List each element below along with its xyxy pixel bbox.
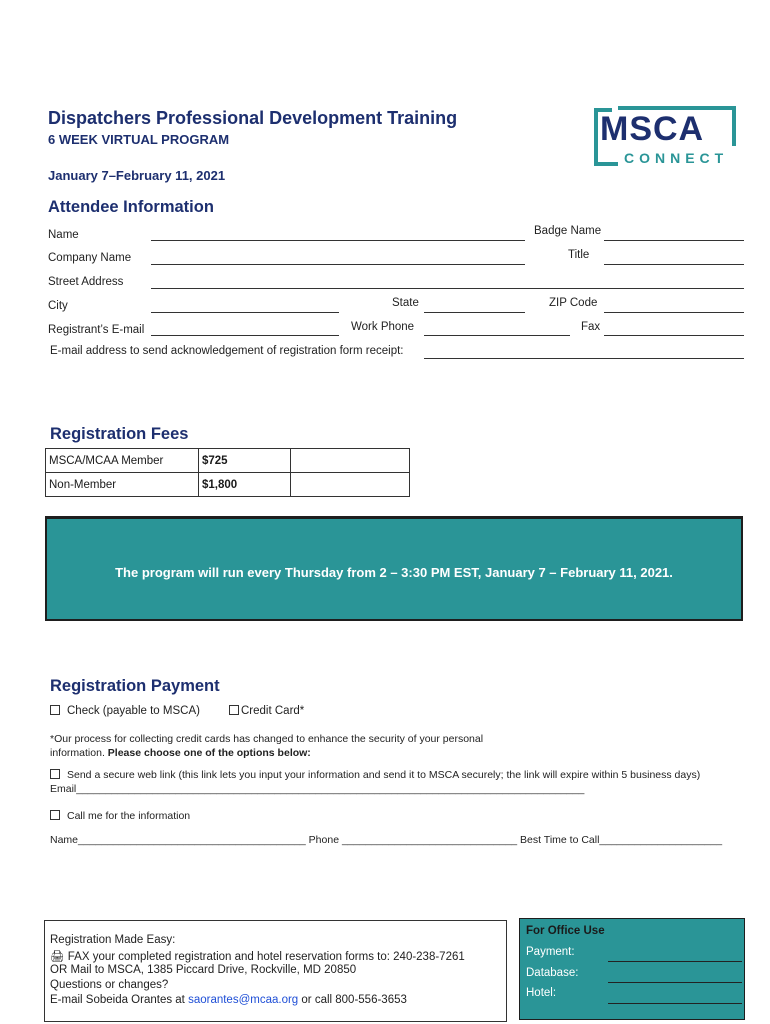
name-label: Name — [48, 229, 79, 241]
card-note-line2 — [50, 747, 311, 759]
zip-field[interactable] — [604, 312, 744, 313]
office-database-field[interactable] — [608, 982, 742, 983]
logo-bottom-text: CONNECT — [624, 150, 729, 166]
easy-line1: Registration Made Easy: — [50, 934, 176, 946]
registration-easy-box — [44, 920, 507, 1022]
fax-label: Fax — [581, 321, 601, 333]
work-phone-field[interactable] — [424, 335, 570, 336]
badge-name-field[interactable] — [604, 240, 744, 241]
credit-card-option[interactable] — [229, 705, 304, 717]
badge-name-label: Badge Name — [534, 225, 602, 237]
fee-select-cell[interactable] — [291, 473, 410, 497]
office-payment-label: Payment: — [526, 946, 575, 958]
attendee-heading: Attendee Information — [48, 198, 214, 216]
office-payment-field[interactable] — [608, 961, 742, 962]
check-option[interactable] — [50, 705, 200, 717]
fees-heading: Registration Fees — [50, 425, 189, 443]
office-use-box — [519, 918, 745, 1020]
page-title: Dispatchers Professional Development Training — [48, 108, 458, 128]
logo-top-text: MSCA — [600, 110, 705, 148]
call-me-label: Call me for the information — [67, 810, 191, 822]
email-label: Registrant’s E-mail — [48, 324, 145, 336]
name-field[interactable] — [151, 240, 525, 241]
office-hotel-label: Hotel: — [526, 987, 557, 999]
easy-line3: OR Mail to MSCA, 1385 Piccard Drive, Rockville, MD 20850 — [50, 964, 357, 976]
ack-email-label: E-mail address to send acknowledgement of registration form receipt: — [50, 345, 404, 357]
email-link[interactable]: saorantes@mcaa.org — [188, 994, 299, 1006]
call-details-line[interactable]: Name_______________________________________ Phone ______________________________ Best Time to Call_____________________ — [50, 834, 723, 846]
easy-line4: Questions or changes? — [50, 979, 169, 991]
fee-select-cell[interactable] — [291, 449, 410, 473]
secure-link-option[interactable] — [50, 769, 700, 781]
fee-label: MSCA/MCAA Member — [46, 449, 199, 473]
title-field[interactable] — [604, 264, 744, 265]
company-name-label: Company Name — [48, 252, 132, 264]
easy-line2: 🖨 FAX your completed registration and hotel reservation forms to: 240-238-7261 — [50, 951, 465, 963]
check-label: Check (payable to MSCA) — [67, 705, 200, 717]
note-bold: Please choose one of the options below: — [107, 747, 311, 759]
schedule-banner — [45, 516, 743, 621]
street-address-label: Street Address — [48, 276, 124, 288]
office-database-label: Database: — [526, 967, 579, 979]
fees-table — [45, 448, 410, 497]
city-label: City — [48, 300, 68, 312]
street-address-field[interactable] — [151, 288, 744, 289]
payment-heading: Registration Payment — [50, 677, 220, 695]
zip-label: ZIP Code — [549, 297, 598, 309]
call-me-option[interactable] — [50, 810, 190, 822]
fee-price: $725 — [199, 449, 291, 473]
program-dates: January 7–February 11, 2021 — [48, 168, 226, 183]
company-name-field[interactable] — [151, 264, 525, 265]
fax-field[interactable] — [604, 335, 744, 336]
email-field[interactable] — [151, 335, 339, 336]
msca-connect-logo — [592, 106, 742, 170]
program-subtitle: 6 WEEK VIRTUAL PROGRAM — [48, 132, 230, 147]
easy-line5-prefix: E-mail Sobeida Orantes at — [50, 994, 189, 1006]
table-row — [46, 449, 410, 473]
city-field[interactable] — [151, 312, 339, 313]
office-hotel-field[interactable] — [608, 1003, 742, 1004]
state-field[interactable] — [424, 312, 525, 313]
fee-price: $1,800 — [199, 473, 291, 497]
credit-label: Credit Card* — [241, 705, 305, 717]
note-plain: information. — [50, 747, 108, 759]
easy-line5-suffix: or call 800-556-3653 — [298, 994, 407, 1006]
checkbox-icon[interactable] — [229, 705, 239, 715]
fee-label: Non-Member — [46, 473, 199, 497]
checkbox-icon[interactable] — [50, 769, 60, 779]
checkbox-icon[interactable] — [50, 810, 60, 820]
card-note-line1: *Our process for collecting credit cards has changed to enhance the security of your personal — [50, 733, 484, 745]
checkbox-icon[interactable] — [50, 705, 60, 715]
schedule-text: The program will run every Thursday from 2 – 3:30 PM EST, January 7 – February 11, 2021. — [115, 565, 673, 580]
office-heading: For Office Use — [526, 925, 605, 937]
easy-line5 — [50, 994, 407, 1006]
title-label: Title — [568, 249, 590, 261]
state-label: State — [392, 297, 419, 309]
secure-link-email-field[interactable]: Email_______________________________________________________________________________________ — [50, 783, 585, 795]
work-phone-label: Work Phone — [351, 321, 415, 333]
ack-email-field[interactable] — [424, 358, 744, 359]
table-row — [46, 473, 410, 497]
secure-link-label: Send a secure web link (this link lets you input your information and send it to MSCA securely; the link will expire within 5 business days) — [67, 769, 701, 781]
